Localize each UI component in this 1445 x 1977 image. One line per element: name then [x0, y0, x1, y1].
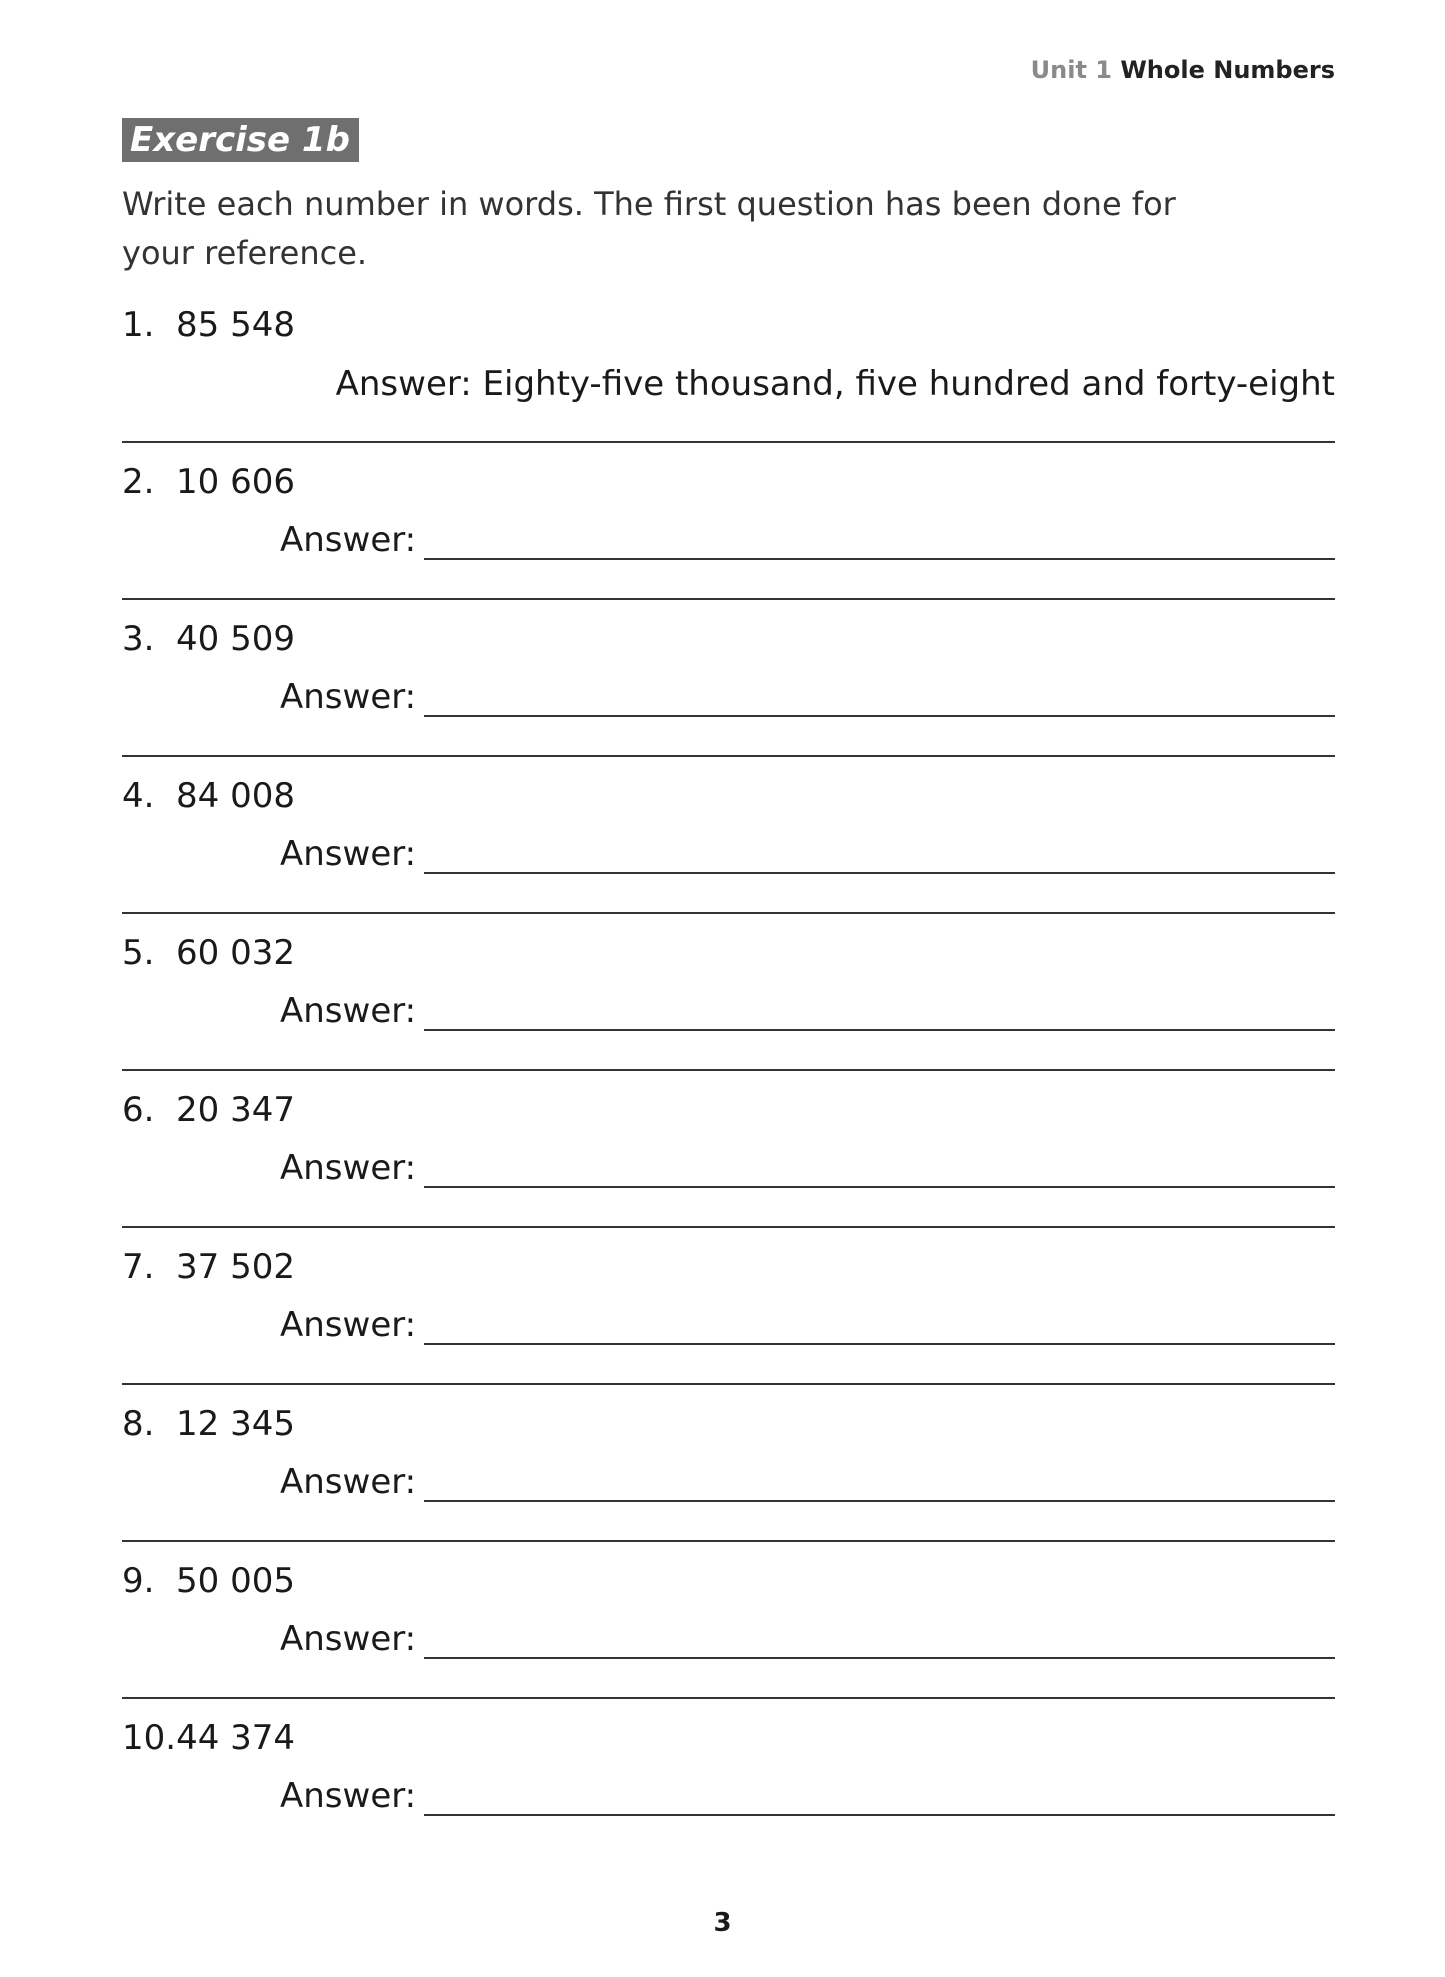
separator-line [122, 1069, 1335, 1071]
question-value: 60 032 [176, 933, 295, 973]
answer-row-10 [280, 1776, 1335, 1816]
answer-label: Answer: [280, 1776, 417, 1816]
question-6 [122, 1090, 295, 1130]
answer-label: Answer: [280, 991, 417, 1031]
page-number: 3 [713, 1908, 732, 1938]
answer-blank-6[interactable] [424, 1156, 1335, 1188]
separator-line [122, 1540, 1335, 1542]
answer-row-2 [280, 520, 1335, 560]
question-number: 3. [122, 619, 155, 659]
separator-line [122, 598, 1335, 600]
answer-blank-9[interactable] [424, 1627, 1335, 1659]
answer-blank-7[interactable] [424, 1313, 1335, 1345]
question-number: 4. [122, 776, 155, 816]
answer-row-5 [280, 991, 1335, 1031]
question-10 [122, 1718, 295, 1758]
answer-label: Answer: [280, 834, 417, 874]
answer-label: Answer: [280, 1305, 417, 1345]
question-number: 10. [122, 1718, 177, 1758]
question-number: 6. [122, 1090, 155, 1130]
answer-row-7 [280, 1305, 1335, 1345]
answer-label: Answer: [280, 1462, 417, 1502]
separator-line [122, 912, 1335, 914]
separator-line [122, 441, 1335, 443]
sample-answer: Answer: Eighty-five thousand, five hundred and forty-eight [335, 364, 1335, 404]
question-4 [122, 776, 295, 816]
question-value: 37 502 [176, 1247, 295, 1287]
question-5 [122, 933, 295, 973]
question-number: 7. [122, 1247, 155, 1287]
separator-line [122, 1383, 1335, 1385]
answer-row-9 [280, 1619, 1335, 1659]
answer-label: Answer: [280, 520, 417, 560]
question-value: 85 548 [176, 305, 295, 345]
answer-blank-5[interactable] [424, 999, 1335, 1031]
question-number: 9. [122, 1561, 155, 1601]
answer-blank-3[interactable] [424, 685, 1335, 717]
question-value: 10 606 [176, 462, 295, 502]
answer-label: Answer: [280, 1619, 417, 1659]
question-number: 2. [122, 462, 155, 502]
question-value: 84 008 [176, 776, 295, 816]
question-8 [122, 1404, 295, 1444]
page-header [1031, 56, 1335, 84]
question-value: 50 005 [176, 1561, 295, 1601]
question-1 [122, 305, 295, 345]
separator-line [122, 755, 1335, 757]
question-value: 44 374 [176, 1718, 296, 1758]
question-value: 40 509 [176, 619, 295, 659]
question-value: 12 345 [176, 1404, 295, 1444]
question-number: 8. [122, 1404, 155, 1444]
answer-blank-2[interactable] [424, 528, 1335, 560]
question-2 [122, 462, 295, 502]
question-number: 5. [122, 933, 155, 973]
answer-label: Answer: [280, 677, 417, 717]
answer-blank-10[interactable] [424, 1784, 1335, 1816]
separator-line [122, 1226, 1335, 1228]
exercise-title: Exercise 1b [122, 118, 359, 162]
instructions: Write each number in words. The first question has been done for your reference. [122, 185, 1176, 272]
answer-row-6 [280, 1148, 1335, 1188]
answer-blank-4[interactable] [424, 842, 1335, 874]
answer-blank-8[interactable] [424, 1470, 1335, 1502]
separator-line [122, 1697, 1335, 1699]
question-9 [122, 1561, 295, 1601]
unit-title: Whole Numbers [1120, 56, 1335, 84]
answer-row-4 [280, 834, 1335, 874]
question-3 [122, 619, 295, 659]
question-number: 1. [122, 305, 155, 345]
answer-row-3 [280, 677, 1335, 717]
answer-row-8 [280, 1462, 1335, 1502]
question-value: 20 347 [176, 1090, 295, 1130]
unit-label: Unit 1 [1030, 56, 1112, 84]
answer-label: Answer: [280, 1148, 417, 1188]
question-7 [122, 1247, 295, 1287]
